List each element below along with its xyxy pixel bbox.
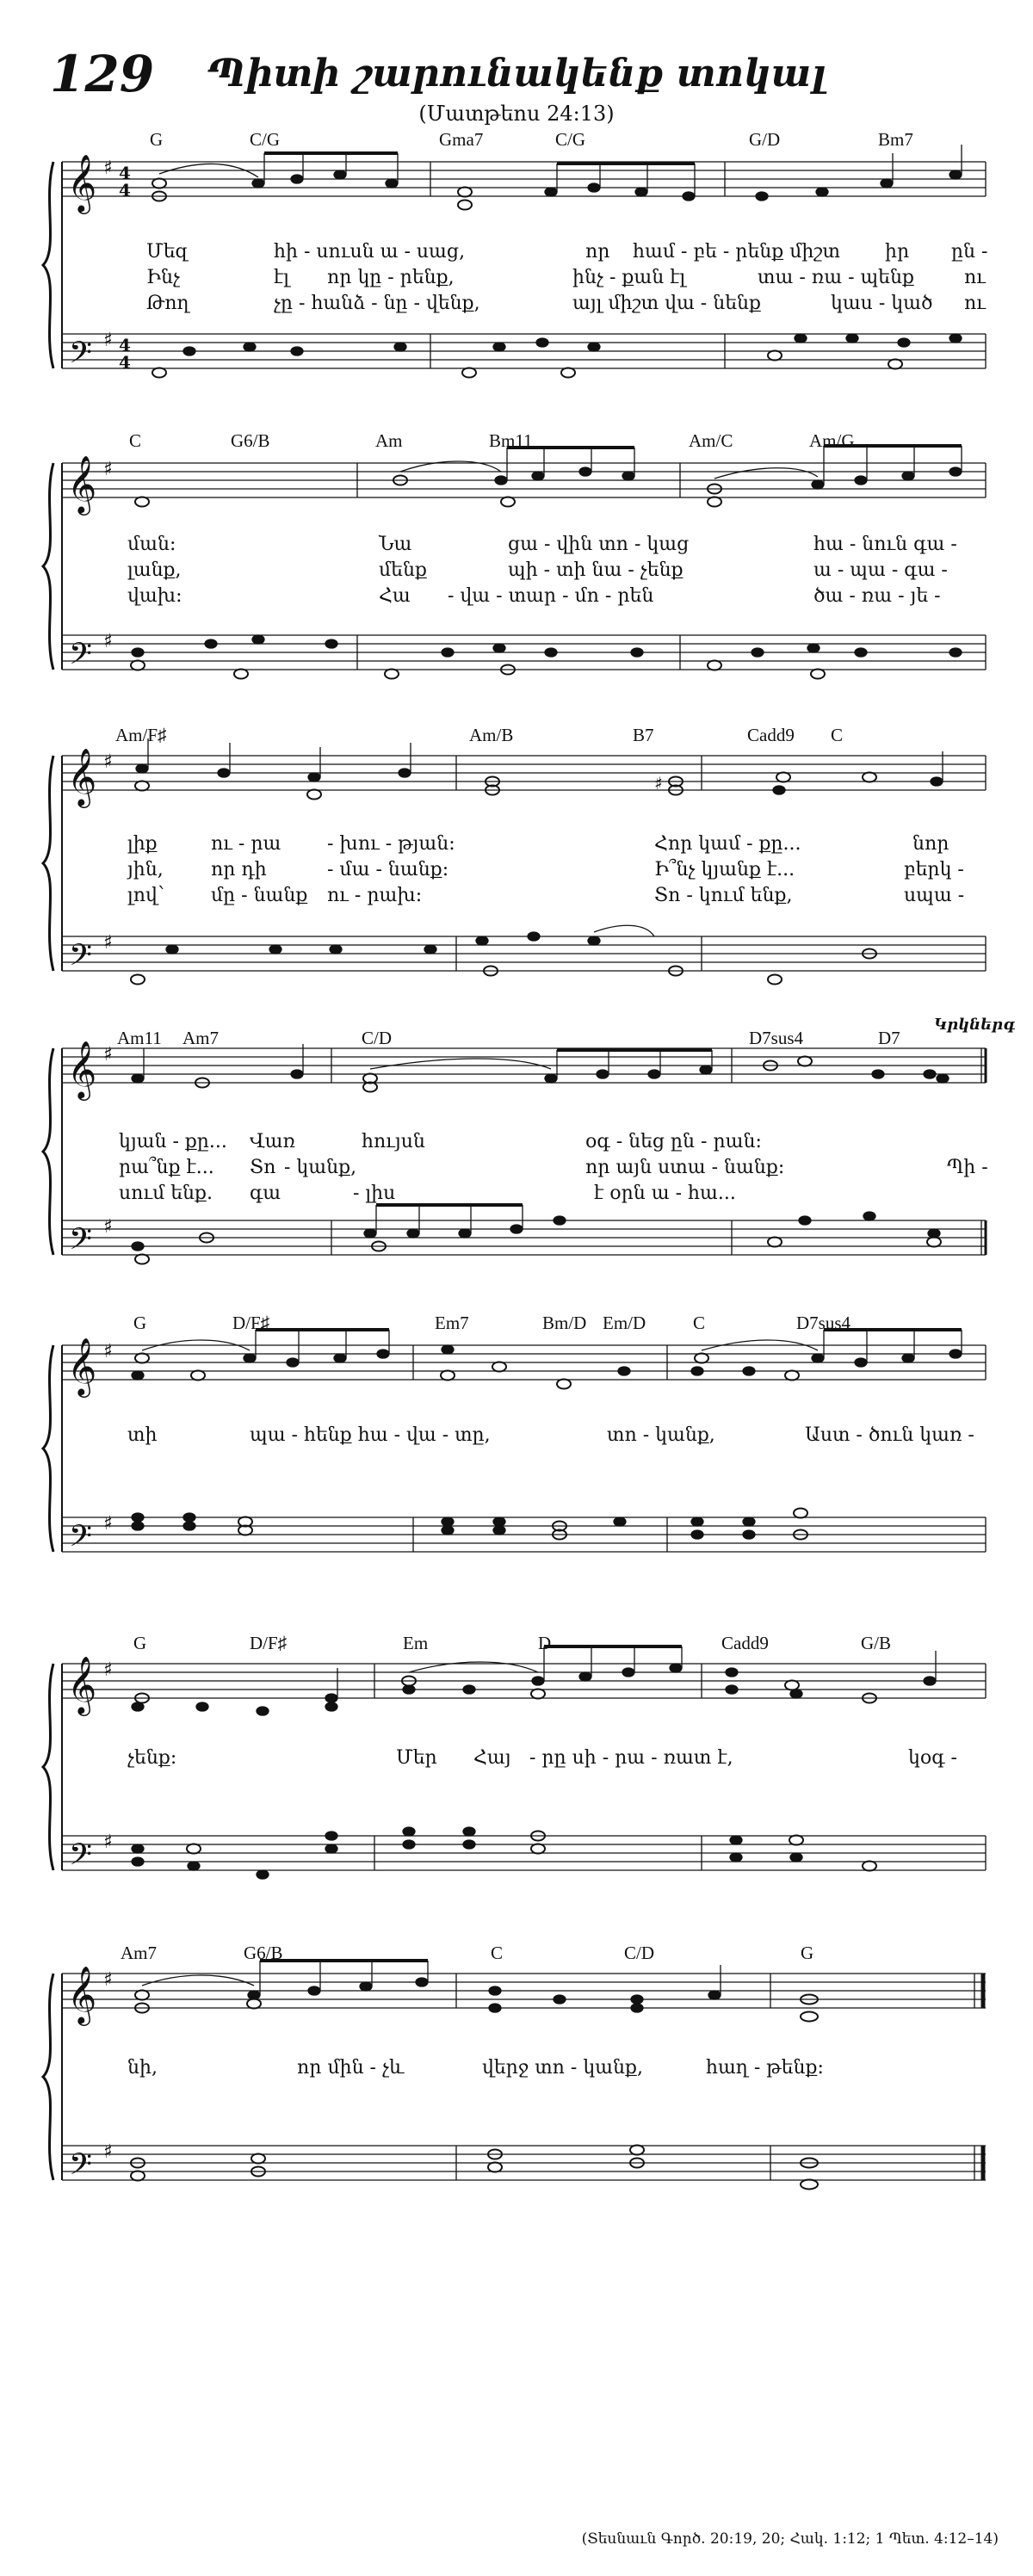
lyric: ինչ - քան էլ [572,267,686,288]
chord-symbol: G [133,1633,147,1653]
chord-symbol: Em/D [603,1313,646,1333]
lyric: բերկ - [904,859,964,880]
lyric: գա [250,1183,281,1204]
lyric: Մեր [396,1747,437,1769]
svg-text:♯: ♯ [654,773,663,794]
chord-symbol: C/G [555,129,586,150]
lyric: մենք [379,559,427,581]
svg-text:♯: ♯ [103,1969,113,1991]
chord-symbol: C/G [250,129,281,150]
svg-text:♯: ♯ [103,1216,113,1238]
chord-symbol: D7 [878,1028,900,1048]
lyric: Վառ [250,1131,295,1152]
chord-symbol: G/D [749,129,781,150]
lyric: տո - կանք, [607,1424,715,1446]
lyric: Մեզ [146,241,189,263]
svg-text:♯: ♯ [103,1832,113,1853]
lyric: - մա - նանք: [327,859,449,880]
chord-symbol: Cadd9 [747,725,795,745]
chord-symbol: G [150,129,164,150]
lyric: - խու - թյան: [327,833,455,855]
chord-symbol: Am/F♯ [115,725,167,745]
svg-text:𝄢: 𝄢 [69,1518,93,1560]
chord-symbol: D/F♯ [250,1633,288,1653]
lyric: հի - սուսն ա - սաց, [274,241,466,263]
chord-symbol: Bm/D [542,1313,587,1333]
svg-text:♯: ♯ [103,932,113,954]
lyric: Թող [146,293,189,314]
chord-symbol: Am7 [182,1028,219,1048]
svg-text:𝄢: 𝄢 [69,335,93,377]
svg-text:♯: ♯ [103,459,113,480]
svg-text:♯: ♯ [103,1044,113,1066]
lyric: պա - հենք հա - վա - տը, [250,1424,491,1446]
lyric: պի - տի նա - չենք [508,559,684,581]
lyric: վախ: [127,585,182,607]
lyric: որ [585,241,610,263]
svg-text:♯: ♯ [103,330,113,351]
hymn-title: Պիտի շարունակենք տոկալ [207,52,826,96]
chord-symbol: C [693,1313,706,1333]
lyric: մը - նանք [211,885,308,906]
svg-text:♯: ♯ [103,751,113,773]
chord-symbol: Bm7 [878,129,913,150]
svg-text:♯: ♯ [103,1659,113,1681]
svg-text:𝄞: 𝄞 [67,454,97,513]
chord-symbol: Am [375,430,403,451]
svg-text:4: 4 [119,180,131,201]
lyric: ա - պա - գա - [813,559,948,581]
svg-text:𝄢: 𝄢 [69,937,93,979]
lyric: որ մին - չև [297,2057,405,2079]
lyric: հույսն [362,1131,425,1152]
chord-symbol: C [129,430,142,451]
lyric: էլ [274,267,289,288]
lyric: ու [964,293,986,314]
chord-symbol: G6/B [244,1943,283,1963]
svg-text:4: 4 [119,163,131,183]
lyric: Հոր կամ - քը... [654,833,801,855]
lyric: Ինչ [146,267,181,288]
lyric: կյան - քը... [119,1131,227,1152]
svg-text:♯: ♯ [103,631,113,652]
lyric: ու [964,267,986,288]
chord-symbol: Gma7 [439,129,484,150]
lyric: որ կը - րենք, [327,267,455,288]
lyric: ծա - ռա - յե - [813,585,941,607]
lyric: Տո - կում ենք, [654,885,793,906]
svg-text:𝄢: 𝄢 [69,1221,93,1263]
lyric: կօգ - [908,1747,957,1769]
lyric: տա - ռա - պենք [758,267,914,288]
lyric: րա՞նք է... [119,1157,214,1178]
chord-symbol: G6/B [231,430,270,451]
lyric: իր [885,241,910,263]
svg-text:𝄞: 𝄞 [67,1655,97,1714]
lyric: Ի՞նչ կյանք է... [654,859,795,880]
chord-symbol: C [491,1943,504,1963]
lyric: հաղ - թենք: [706,2057,824,2079]
lyric: լով՝ [127,885,164,906]
lyric: սում ենք. [119,1183,213,1204]
lyric: հա - նուն գա - [813,534,957,555]
lyric: վերջ տո - կանք, [482,2057,643,2079]
svg-text:𝄞: 𝄞 [67,747,97,806]
chord-symbol: B7 [633,725,654,745]
chord-symbol: Em [403,1633,429,1653]
lyric: յին, [127,859,164,880]
svg-text:𝄞: 𝄞 [67,1965,97,2023]
chord-symbol: G/B [861,1633,892,1653]
chord-symbol: Cadd9 [721,1633,769,1653]
svg-text:♯: ♯ [103,158,113,179]
lyric: Նա [379,534,412,555]
lyric: որ դի [211,859,267,880]
svg-text:4: 4 [119,352,131,373]
chord-symbol: Am11 [117,1028,162,1048]
lyric: համ - բե - րենք միշտ [633,241,840,263]
chord-symbol: G [133,1313,147,1333]
svg-text:𝄢: 𝄢 [69,2147,93,2189]
lyric: Պի - [947,1157,988,1178]
lyric: - լիս [353,1183,396,1204]
chord-symbol: C/D [362,1028,393,1048]
lyric: - րը սի - րա - ռատ է, [529,1747,733,1769]
lyric: Հա [379,585,411,607]
svg-text:𝄞: 𝄞 [67,1040,97,1098]
lyric: կաս - կած [831,293,933,314]
svg-text:𝄞: 𝄞 [67,153,97,212]
chord-symbol: D7sus4 [796,1313,851,1333]
chord-symbol: Em7 [435,1313,469,1333]
lyric: օգ - նեց ըն - րան: [585,1131,762,1152]
svg-text:♯: ♯ [103,2141,113,2163]
lyric: ու - րա [211,833,281,855]
chord-symbol: Am/G [809,430,855,451]
lyric: տի [127,1424,158,1446]
lyric: ու - րախ: [327,885,423,906]
lyric: Հայ [473,1747,511,1769]
lyric: սպա - [904,885,965,906]
lyric: նի, [127,2057,158,2079]
chord-symbol: C/D [624,1943,655,1963]
lyric: չենք: [127,1747,177,1769]
lyric: ըն - [951,241,988,263]
lyric: ման: [127,534,176,555]
svg-text:𝄢: 𝄢 [69,1837,93,1879]
chord-symbol: Am/B [469,725,514,745]
chord-symbol: D [538,1633,552,1653]
lyric: լանք, [127,559,182,581]
scripture-references: (Տեսնաւն Գործ. 20:19, 20; Հակ. 1:12; 1 Պետ. 4:12–14) [581,2530,999,2548]
lyric: լիք [127,833,158,855]
svg-text:♯: ♯ [103,1513,113,1535]
scripture-subtitle: (Մատթեոս 24:13) [418,102,615,126]
lyric: որ այն ստա - նանք: [585,1157,785,1178]
lyric: այլ միշտ վա - նենք [572,293,762,314]
lyric: Տո [250,1157,276,1178]
lyric: Աստ - ծուն կառ - [805,1424,974,1446]
svg-text:𝄞: 𝄞 [67,1337,97,1395]
svg-text:♯: ♯ [103,1341,113,1362]
chord-symbol: D/F♯ [232,1313,270,1333]
lyric: ցա - վին տո - կաց [508,534,690,555]
lyric: է օրն ա - հա... [594,1183,736,1204]
chord-symbol: Am7 [121,1943,157,1963]
chord-symbol: C [831,725,844,745]
refrain-label: Կրկներգ [934,1016,1016,1034]
svg-text:𝄢: 𝄢 [69,636,93,678]
chord-symbol: D7sus4 [749,1028,804,1048]
chord-symbol: Am/C [689,430,733,451]
lyric: - վա - տար - մո - րեն [448,585,654,607]
lyric: նոր [912,833,949,855]
lyric: - կանք, [284,1157,357,1178]
chord-symbol: Bm11 [489,430,533,451]
hymn-number: 129 [50,45,155,103]
chord-symbol: G [801,1943,814,1963]
svg-text:4: 4 [119,335,131,355]
lyric: չը - հանձ - նը - վենք, [274,293,480,314]
